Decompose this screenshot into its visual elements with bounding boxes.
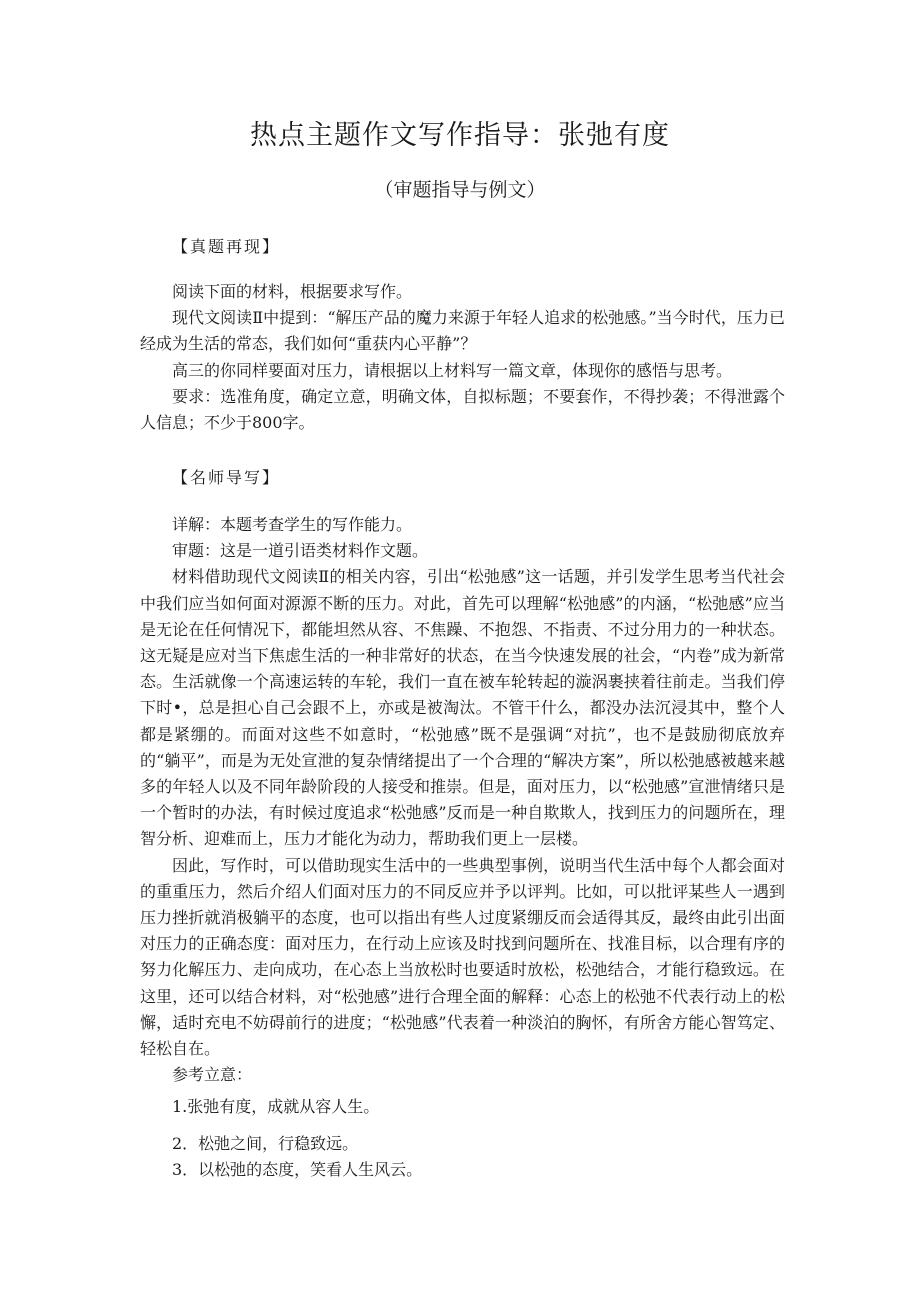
list-item: 2．松弛之间，行稳致远。 — [172, 1134, 359, 1153]
idea-list — [172, 1131, 772, 1183]
paragraph: 现代文阅读Ⅱ中提到：“解压产品的魔力来源于年轻人追求的松弛感。”当今时代，压力已经成为生活的常态，我们如何“重获内心平静”？ — [140, 308, 785, 354]
paragraph: 高三的你同样要面对压力，请根据以上材料写一篇文章，体现你的感悟与思考。 — [172, 360, 733, 380]
paragraph: 要求：选准角度，确定立意，明确文体，自拟标题；不要套作，不得抄袭；不得泄露个人信息；不少于800字。 — [140, 386, 785, 433]
paragraph: 阅读下面的材料，根据要求写作。 — [172, 282, 413, 301]
document-subtitle: （审题指导与例文） — [374, 179, 546, 201]
section-heading-guide: 【名师导写】 — [172, 468, 281, 487]
paragraph: 详解：本题考查学生的写作能力。 — [172, 515, 413, 534]
document-title: 热点主题作文写作指导：张弛有度 — [250, 120, 670, 151]
exam-material — [140, 279, 785, 436]
list-item: 1.张弛有度，成就从容人生。 — [172, 1097, 380, 1116]
idea-item — [172, 1094, 772, 1120]
guide-text — [140, 512, 785, 1088]
list-item: 3．以松弛的态度，笑看人生风云。 — [172, 1160, 423, 1179]
paragraph: 参考立意： — [172, 1065, 253, 1085]
section-heading-exam: 【真题再现】 — [172, 237, 281, 256]
paragraph: 因此，写作时，可以借助现实生活中的一些典型事例，说明当代生活中每个人都会面对的重重压力，然后介绍人们面对压力的不同反应并予以评判。比如，可以批评某些人一遇到压力挫折就消极躺平的态度，也可以指出有些人过度紧绷反而会适得其反，最终由此引出面对压力的正确态度：面对压力，在行动上应该及时找到问题所在、找准目标，以合理有序的努力化解压力、走向成功，在心态上当放松时也要适时放松，松弛结合，才能行稳致远。在这里，还可以结合材料，对“松弛感”进行合理全面的解释：心态上的松弛不代表行动上的松懈，适时充电不妨碍前行的进度；“松弛感”代表着一种淡泊的胸怀，有所舍方能心智笃定、轻松自在。 — [140, 855, 785, 1059]
paragraph: 审题：这是一道引语类材料作文题。 — [172, 541, 429, 561]
paragraph: 材料借助现代文阅读Ⅱ的相关内容，引出“松弛感”这一话题，并引发学生思考当代社会中我们应当如何面对源源不断的压力。对此，首先可以理解“松弛感”的内涵，“松弛感”应当是无论在任何情况下，都能坦然从容、不焦躁、不抱怨、不指责、不过分用力的一种状态。这无疑是应对当下焦虑生活的一种非常好的状态，在当今快速发展的社会，“内卷”成为新常态。生活就像一个高速运转的车轮，我们一直在被车轮转起的漩涡裹挟着往前走。当我们停下时•，总是担心自己会跟不上，亦或是被淘汰。不管干什么，都没办法沉浸其中，整个人都是紧绷的。而面对这些不如意时，“松弛感”既不是强调“对抗”，也不是鼓励彻底放弃的“躺平”，而是为无处宣泄的复杂情绪提出了一个合理的“解决方案”，所以松弛感被越来越多的年轻人以及不同年龄阶段的人接受和推崇。但是，面对压力，以“松弛感”宣泄情绪只是一个暂时的办法，有时候过度追求“松弛感”反而是一种自欺欺人，找到压力的问题所在，理智分析、迎难而上，压力才能化为动力，帮助我们更上一层楼。 — [140, 567, 785, 849]
